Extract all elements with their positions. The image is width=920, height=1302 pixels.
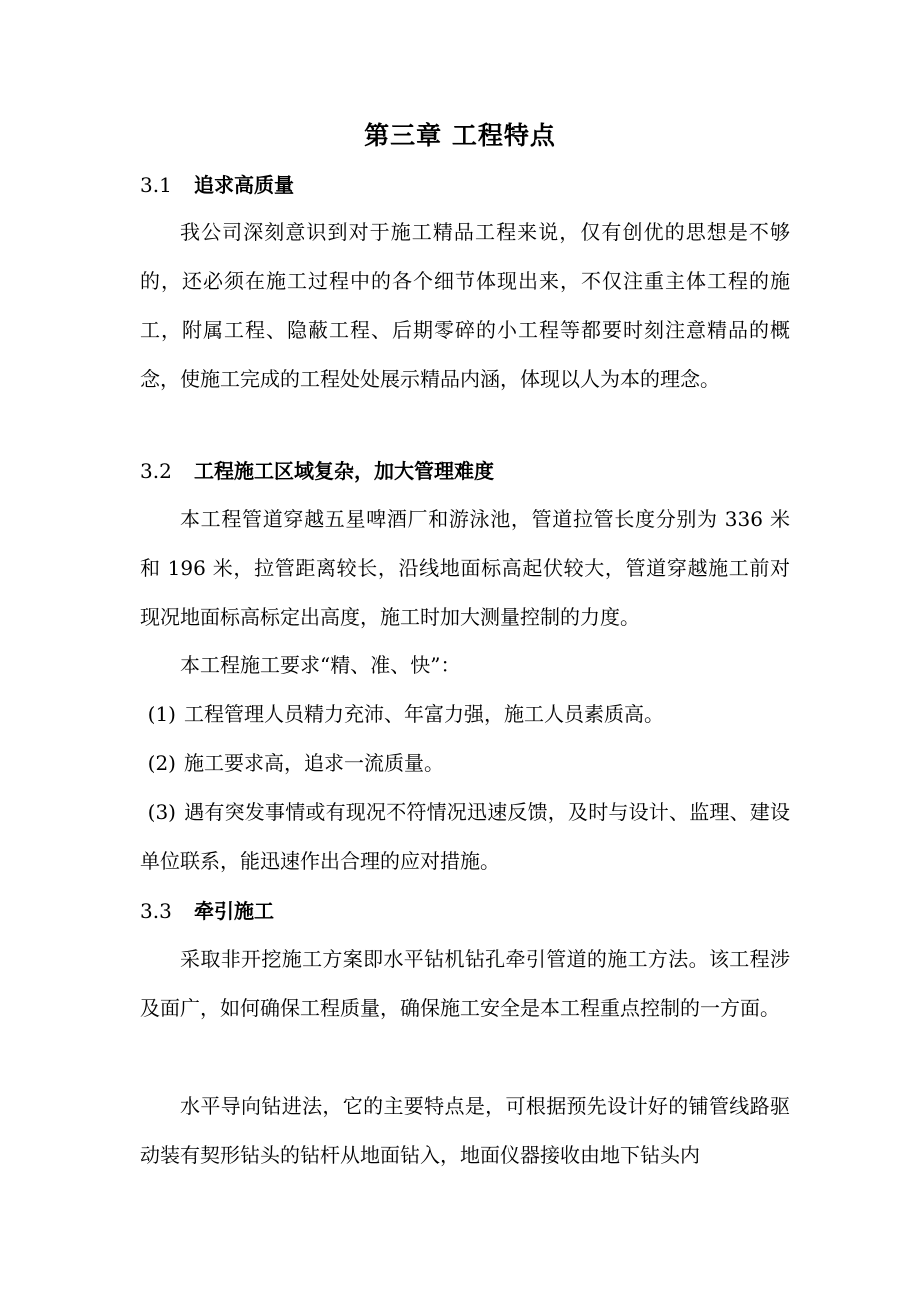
list-item [140,690,790,739]
list-item-text: 施工要求高，追求一流质量。 [184,751,444,775]
list-item-text: 遇有突发事情或有现况不符情况迅速反馈，及时与设计、监理、建设单位联系，能迅速作出合理的应对措施。 [140,800,790,873]
chapter-title: 第三章 工程特点 [364,121,556,150]
section-title: 追求高质量 [194,173,294,197]
paragraph: 本工程施工要求“精、准、快”： [180,653,461,677]
list-marker: (3) [147,800,176,824]
section-heading-3-2 [140,456,494,486]
list-marker: (1) [147,702,176,726]
section-number: 3.2 [140,459,172,483]
section-heading-3-1 [140,170,294,200]
paragraph: 本工程管道穿越五星啤酒厂和游泳池，管道拉管长度分别为 336 米和 196 米，拉管距离较长，沿线地面标高起伏较大，管道穿越施工前对现况地面标高标定出高度，施工时加大测量控制的力度。 [140,507,790,629]
section-number: 3.3 [140,899,172,923]
section-number: 3.1 [140,173,172,197]
list-item [140,788,790,886]
list-item-text: 工程管理人员精力充沛、年富力强，施工人员素质高。 [184,702,664,726]
paragraph: 水平导向钻进法，它的主要特点是，可根据预先设计好的铺管线路驱动装有契形钻头的钻杆从地面钻入，地面仪器接收由地下钻头内 [140,1094,790,1167]
section-heading-3-3 [140,896,274,926]
list-item [140,739,790,788]
list-marker: (2) [147,751,176,775]
paragraph: 我公司深刻意识到对于施工精品工程来说，仅有创优的思想是不够的，还必须在施工过程中的各个细节体现出来，不仅注重主体工程的施工，附属工程、隐蔽工程、后期零碎的小工程等都要时刻注意精品的概念，使施工完成的工程处处展示精品内涵，体现以人为本的理念。 [140,220,790,391]
paragraph: 采取非开挖施工方案即水平钻机钻孔牵引管道的施工方法。该工程涉及面广，如何确保工程质量，确保施工安全是本工程重点控制的一方面。 [140,947,790,1020]
section-title: 牵引施工 [194,899,274,923]
section-title: 工程施工区域复杂，加大管理难度 [194,459,494,483]
